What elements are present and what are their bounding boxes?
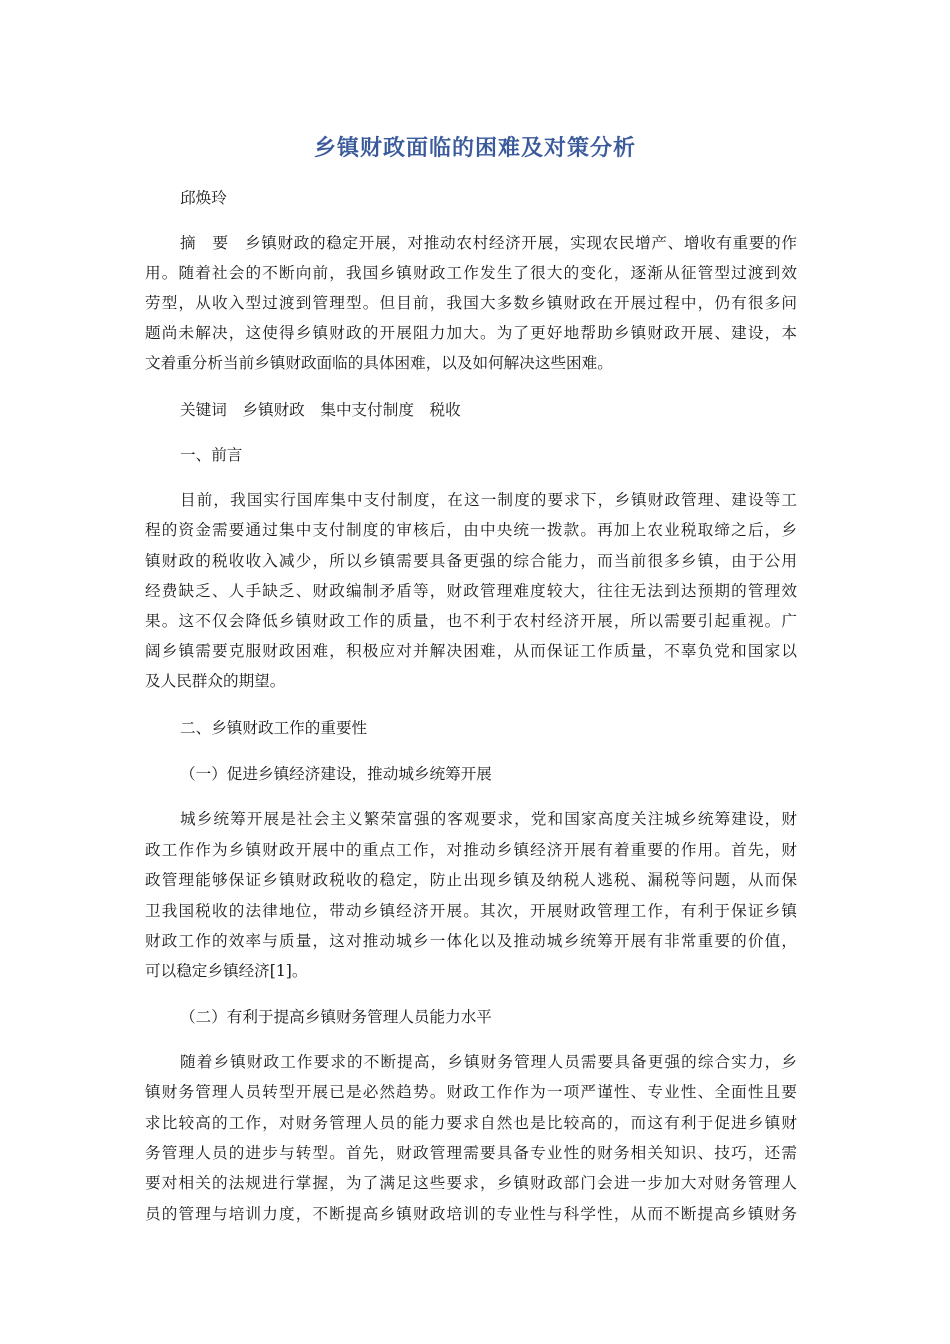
paragraph-line: 卫我国税收的法律地位，带动乡镇经济开展。其次，开展财政管理工作，有利于保证乡镇: [145, 902, 797, 920]
paragraph-line: 务管理人员的进步与转型。首先，财政管理需要具备专业性的财务相关知识、技巧，还需: [145, 1144, 797, 1162]
section-heading: 一、前言: [180, 446, 243, 464]
paragraph-line: 城乡统筹开展是社会主义繁荣富强的客观要求，党和国家高度关注城乡统筹建设，财: [180, 810, 797, 828]
document-title: 乡镇财政面临的困难及对策分析: [313, 136, 636, 161]
subsection-heading: （二）有利于提高乡镇财务管理人员能力水平: [180, 1008, 492, 1026]
paragraph-line: 镇财政的税收收入减少，所以乡镇需要具备更强的综合能力，而当前很多乡镇，由于公用: [145, 552, 797, 570]
paragraph-line: 经费缺乏、人手缺乏、财政编制矛盾等，财政管理难度较大，往往无法到达预期的管理效: [145, 582, 797, 600]
keywords: 关键词 乡镇财政 集中支付制度 税收: [180, 401, 461, 419]
paragraph-line: 员的管理与培训力度，不断提高乡镇财政培训的专业性与科学性，从而不断提高乡镇财务: [145, 1205, 797, 1223]
paragraph-line: 可以稳定乡镇经济[1]。: [145, 962, 308, 980]
subsection-heading: （一）促进乡镇经济建设，推动城乡统筹开展: [180, 765, 492, 783]
paragraph-line: 镇财务管理人员转型开展已是必然趋势。财政工作作为一项严谨性、专业性、全面性且要: [145, 1083, 797, 1101]
paragraph-line: 目前，我国实行国库集中支付制度，在这一制度的要求下，乡镇财政管理、建设等工: [180, 491, 797, 509]
abstract-line: 劳型，从收入型过渡到管理型。但目前，我国大多数乡镇财政在开展过程中，仍有很多问: [145, 294, 797, 312]
abstract-line: 用。随着社会的不断向前，我国乡镇财政工作发生了很大的变化，逐渐从征管型过渡到效: [145, 264, 797, 282]
paragraph-line: 及人民群众的期望。: [145, 672, 286, 690]
paragraph-line: 程的资金需要通过集中支付制度的审核后，由中央统一拨款。再加上农业税取缔之后，乡: [145, 521, 797, 539]
paragraph-line: 政管理能够保证乡镇财政税收的稳定，防止出现乡镇及纳税人逃税、漏税等问题，从而保: [145, 871, 797, 889]
abstract-line: 摘 要 乡镇财政的稳定开展，对推动农村经济开展，实现农民增产、增收有重要的作: [180, 234, 797, 252]
paragraph-line: 财政工作的效率与质量，这对推动城乡一体化以及推动城乡统筹开展有非常重要的价值，: [145, 932, 797, 950]
author-name: 邱焕玲: [180, 189, 227, 207]
paragraph-line: 求比较高的工作，对财务管理人员的能力要求自然也是比较高的，而这有利于促进乡镇财: [145, 1114, 797, 1132]
paragraph-line: 要对相关的法规进行掌握，为了满足这些要求，乡镇财政部门会进一步加大对财务管理人: [145, 1174, 797, 1192]
abstract-line: 题尚未解决，这使得乡镇财政的开展阻力加大。为了更好地帮助乡镇财政开展、建设，本: [145, 324, 797, 342]
paragraph-line: 果。这不仅会降低乡镇财政工作的质量，也不利于农村经济开展，所以需要引起重视。广: [145, 612, 797, 630]
paragraph-line: 阔乡镇需要克服财政困难，积极应对并解决困难，从而保证工作质量，不辜负党和国家以: [145, 642, 797, 660]
paragraph-line: 政工作作为乡镇财政开展中的重点工作，对推动乡镇经济开展有着重要的作用。首先，财: [145, 841, 797, 859]
abstract-line: 文着重分析当前乡镇财政面临的具体困难，以及如何解决这些困难。: [145, 354, 613, 372]
section-heading: 二、乡镇财政工作的重要性: [180, 719, 368, 737]
paragraph-line: 随着乡镇财政工作要求的不断提高，乡镇财务管理人员需要具备更强的综合实力，乡: [180, 1053, 797, 1071]
